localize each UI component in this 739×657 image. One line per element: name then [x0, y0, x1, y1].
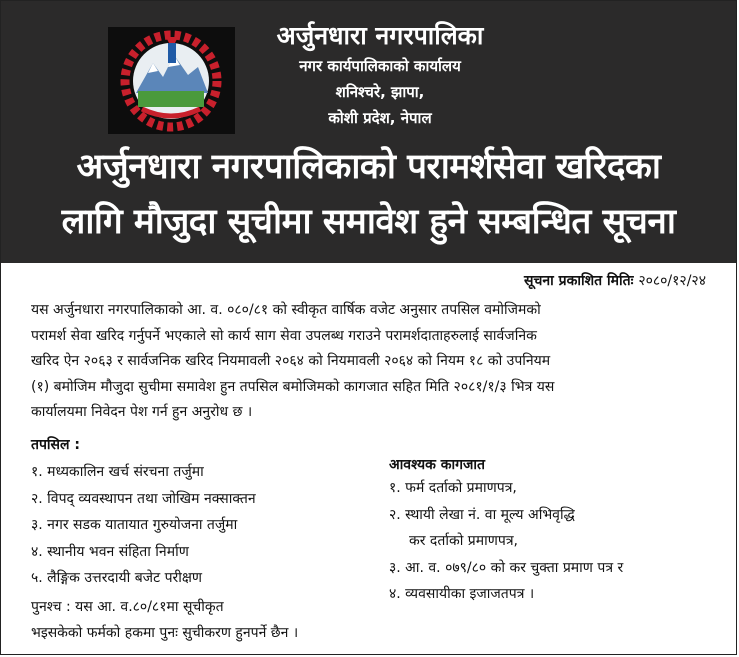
documents-list — [389, 475, 623, 608]
list-item: ४. स्थानीय भवन संहिता निर्माण — [31, 543, 189, 560]
list-item: ५. लैङ्गिक उत्तरदायी बजेट परीक्षण — [31, 570, 203, 586]
list-item: ३. नगर सडक यातायात गुरुयोजना तर्जुमा — [31, 517, 238, 533]
postscript-line-2: भइसकेको फर्मको हकमा पुनः सुचीकरण हुनपर्ने छैन । — [31, 625, 299, 641]
tapsil-heading: तपसिल : — [31, 437, 80, 453]
list-item: २. विपद् व्यवस्थापन तथा जोखिम नक्साक्तन — [31, 490, 256, 507]
list-item: २. स्थायी लेखा नं. वा मूल्य अभिवृद्धि — [389, 506, 575, 523]
notice-body-line: खरिद ऐन २०६३ र सार्वजनिक खरिद नियमावली २०६४ को नियमावली २०६४ को नियम १८ को उपनियम — [31, 353, 551, 369]
list-item: १. फर्म दर्ताको प्रमाणपत्र, — [389, 480, 517, 496]
notice-title-line-2: लागि मौजुदा सूचीमा समावेश हुने सम्बन्धित सूचना — [61, 202, 676, 242]
publication-date-value: २०८०/१२/२४ — [638, 273, 706, 289]
list-item: १. मध्यकालिन खर्च संरचना तर्जुमा — [31, 464, 204, 480]
publication-date — [524, 271, 706, 290]
notice-body-line: परामर्श सेवा खरिद गर्नुपर्ने भएकाले सो कार्य साग सेवा उपलब्ध गराउने परामर्शदाताहरुलाई सार्वजनिक — [31, 327, 537, 344]
notice-body — [31, 298, 714, 426]
tapsil-list — [31, 459, 256, 592]
nepal-emblem-icon — [108, 27, 235, 134]
publication-date-label: सूचना प्रकाशित मितिः — [524, 273, 634, 289]
notice-title-line-1: अर्जुनधारा नगरपालिकाको परामर्शसेवा खरिदका — [76, 147, 661, 187]
postscript-line-1: पुनश्च : यस आ. व.८०/८१मा सूचीकृत — [31, 599, 224, 615]
list-item: ४. व्यवसायीका इजाजतपत्र । — [389, 586, 535, 602]
office-name: नगर कार्यपालिकाको कार्यालय — [299, 57, 461, 75]
notice-header — [1, 1, 736, 263]
notice-body-line: कार्यालयमा निवेदन पेश गर्न हुन अनुरोध छ । — [31, 404, 253, 420]
list-item: कर दर्ताको प्रमाणपत्र, — [409, 533, 519, 549]
notice-body-line: (१) बमोजिम मौजुदा सुचीमा समावेश हुन तपसिल बमोजिमको कागजात सहित मिति २०८१/१/३ भित्र यस — [31, 378, 555, 395]
address-line-2: कोशी प्रदेश, नेपाल — [328, 109, 432, 127]
notice-body-line: यस अर्जुनधारा नगरपालिकाको आ. व. ०८०/८१ को स्वीकृत वार्षिक वजेट अनुसार तपसिल वमोजिमको — [31, 302, 541, 318]
documents-heading: आवश्यक कागजात — [389, 457, 486, 473]
address-line-1: शनिश्चरे, झापा, — [335, 83, 425, 101]
list-item: ३. आ. व. ०७९/८० को कर चुक्ता प्रमाण पत्र र — [389, 559, 624, 576]
postscript-note — [31, 594, 411, 646]
organization-name: अर्जुनधारा नगरपालिका — [276, 21, 484, 50]
